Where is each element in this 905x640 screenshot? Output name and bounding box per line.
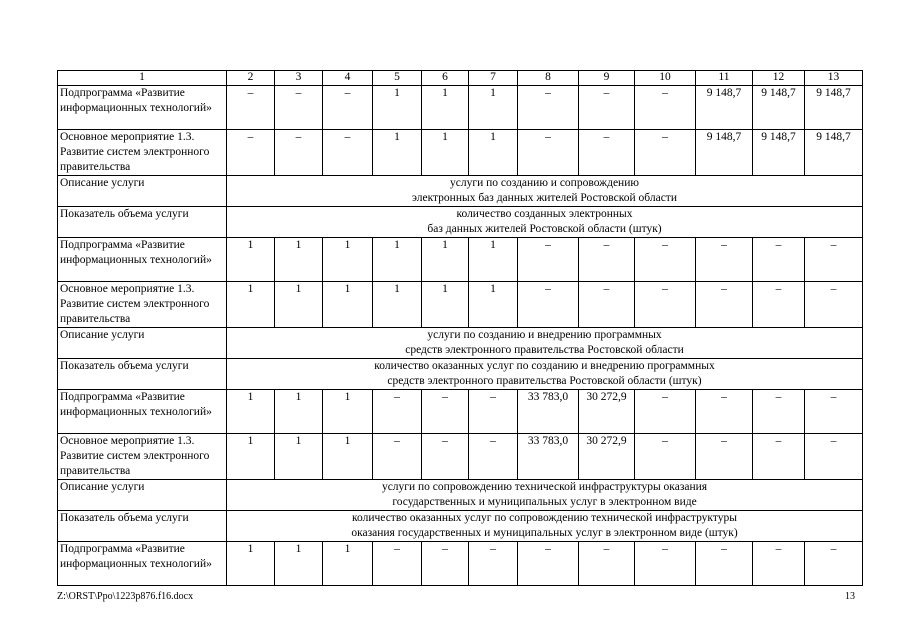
column-header: 10 (635, 71, 696, 86)
table-row (58, 86, 863, 130)
table-cell: 1 (469, 86, 518, 130)
table-cell: – (805, 282, 863, 328)
table-row (58, 542, 863, 586)
column-header: 9 (579, 71, 635, 86)
table-cell: – (518, 282, 579, 328)
table-cell: – (579, 238, 635, 282)
table-cell: 9 148,7 (696, 130, 753, 176)
table-cell: – (518, 542, 579, 586)
description-line: услуги по созданию и сопровождению (450, 177, 639, 189)
table-cell: – (753, 542, 805, 586)
column-header: 2 (227, 71, 275, 86)
description-line: баз данных жителей Ростовской области (штук) (427, 223, 662, 235)
table-cell: 1 (469, 130, 518, 176)
table-cell: – (373, 390, 422, 434)
table-cell: – (518, 130, 579, 176)
table-row (58, 130, 863, 176)
table-cell: 1 (323, 282, 373, 328)
description-line: количество оказанных услуг по сопровождению технической инфраструктуры (352, 512, 737, 524)
description-cell (227, 207, 863, 238)
table-cell: 1 (422, 86, 469, 130)
column-header: 7 (469, 71, 518, 86)
file-path: Z:\ORST\Ppo\1223p876.f16.docx (57, 591, 194, 602)
table-cell: – (635, 282, 696, 328)
description-cell (227, 176, 863, 207)
header-row (58, 71, 863, 86)
table-cell: 9 148,7 (753, 86, 805, 130)
table-cell: – (469, 542, 518, 586)
table-row (58, 434, 863, 480)
table-cell: – (635, 86, 696, 130)
table-cell: – (696, 238, 753, 282)
description-cell (227, 480, 863, 511)
table-cell: 9 148,7 (753, 130, 805, 176)
table-cell: 9 148,7 (696, 86, 753, 130)
table-cell: – (518, 86, 579, 130)
table-cell: 1 (469, 282, 518, 328)
table-cell: – (579, 86, 635, 130)
table-cell: 1 (422, 238, 469, 282)
table-cell: – (323, 130, 373, 176)
row-label: Подпрограмма «Развитие информационных технологий» (58, 542, 227, 586)
description-row (58, 480, 863, 511)
table-cell: – (805, 390, 863, 434)
table-cell: – (805, 434, 863, 480)
column-header: 4 (323, 71, 373, 86)
description-line: количество созданных электронных (456, 208, 633, 220)
table-cell: – (227, 130, 275, 176)
table-cell: 1 (275, 390, 323, 434)
row-label: Подпрограмма «Развитие информационных технологий» (58, 238, 227, 282)
column-header: 6 (422, 71, 469, 86)
table-cell: – (579, 130, 635, 176)
table-cell: – (373, 434, 422, 480)
table-cell: 1 (275, 542, 323, 586)
table-cell: – (753, 282, 805, 328)
table-cell: 1 (227, 542, 275, 586)
table-cell: 33 783,0 (518, 390, 579, 434)
table-cell: 1 (422, 130, 469, 176)
column-header: 1 (58, 71, 227, 86)
table-cell: 1 (323, 542, 373, 586)
table-cell: 1 (227, 434, 275, 480)
column-header: 12 (753, 71, 805, 86)
table-cell: – (805, 542, 863, 586)
row-label: Показатель объема услуги (58, 207, 227, 238)
table-cell: 9 148,7 (805, 86, 863, 130)
table-cell: – (579, 542, 635, 586)
table-cell: 9 148,7 (805, 130, 863, 176)
table-cell: – (579, 282, 635, 328)
row-label: Описание услуги (58, 328, 227, 359)
table-cell: – (635, 130, 696, 176)
table-cell: 1 (373, 130, 422, 176)
table-cell: – (635, 434, 696, 480)
table-row (58, 390, 863, 434)
description-cell (227, 328, 863, 359)
table-cell: 1 (227, 238, 275, 282)
table-cell: 1 (227, 390, 275, 434)
row-label: Подпрограмма «Развитие информационных технологий» (58, 390, 227, 434)
table-cell: 1 (275, 238, 323, 282)
page-number: 13 (845, 591, 855, 602)
column-header: 5 (373, 71, 422, 86)
row-label: Основное мероприятие 1.3. Развитие систем электронного правительства (58, 282, 227, 328)
table-cell: – (275, 130, 323, 176)
table-cell: – (753, 434, 805, 480)
table-cell: 1 (323, 434, 373, 480)
row-label: Описание услуги (58, 176, 227, 207)
table-cell: – (275, 86, 323, 130)
table-cell: 1 (323, 238, 373, 282)
table-cell: 1 (373, 86, 422, 130)
description-line: услуги по созданию и внедрению программных (427, 329, 662, 341)
description-row (58, 511, 863, 542)
table-cell: – (469, 434, 518, 480)
row-label: Описание услуги (58, 480, 227, 511)
table-cell: 30 272,9 (579, 434, 635, 480)
row-label: Основное мероприятие 1.3. Развитие систем электронного правительства (58, 130, 227, 176)
description-cell (227, 511, 863, 542)
table-row (58, 238, 863, 282)
table-cell: – (753, 238, 805, 282)
table-cell: – (227, 86, 275, 130)
description-line: государственных и муниципальных услуг в электронном виде (392, 496, 697, 508)
description-cell (227, 359, 863, 390)
table-cell: 1 (469, 238, 518, 282)
table-cell: 1 (422, 282, 469, 328)
description-line: оказания государственных и муниципальных услуг в электронном виде (штук) (351, 527, 738, 539)
table-cell: – (635, 542, 696, 586)
description-row (58, 207, 863, 238)
description-line: средств электронного правительства Ростовской области (405, 344, 684, 356)
description-line: электронных баз данных жителей Ростовской области (412, 192, 677, 204)
column-header: 13 (805, 71, 863, 86)
row-label: Показатель объема услуги (58, 511, 227, 542)
data-table (57, 70, 863, 586)
table-cell: – (696, 542, 753, 586)
table-cell: – (805, 238, 863, 282)
description-line: количество оказанных услуг по созданию и внедрению программных (374, 360, 715, 372)
table-cell: – (518, 238, 579, 282)
table-cell: – (422, 434, 469, 480)
description-row (58, 176, 863, 207)
table-cell: 1 (373, 238, 422, 282)
description-row (58, 359, 863, 390)
table-cell: – (469, 390, 518, 434)
table-row (58, 282, 863, 328)
table-cell: – (422, 390, 469, 434)
table-cell: 1 (275, 282, 323, 328)
table-cell: 1 (227, 282, 275, 328)
table-cell: 33 783,0 (518, 434, 579, 480)
table-cell: – (696, 390, 753, 434)
description-row (58, 328, 863, 359)
table-cell: – (635, 390, 696, 434)
column-header: 3 (275, 71, 323, 86)
table-cell: – (696, 434, 753, 480)
table-cell: 1 (275, 434, 323, 480)
description-line: средств электронного правительства Ростовской области (штук) (387, 375, 702, 387)
column-header: 11 (696, 71, 753, 86)
table-cell: – (422, 542, 469, 586)
description-line: услуги по сопровождению технической инфраструктуры оказания (381, 481, 708, 493)
table-cell: – (696, 282, 753, 328)
table-cell: – (373, 542, 422, 586)
table-cell: 1 (323, 390, 373, 434)
table-cell: – (753, 390, 805, 434)
table-cell: 1 (373, 282, 422, 328)
column-header: 8 (518, 71, 579, 86)
table-cell: 30 272,9 (579, 390, 635, 434)
row-label: Подпрограмма «Развитие информационных технологий» (58, 86, 227, 130)
table-cell: – (635, 238, 696, 282)
table-cell: – (323, 86, 373, 130)
row-label: Основное мероприятие 1.3. Развитие систем электронного правительства (58, 434, 227, 480)
row-label: Показатель объема услуги (58, 359, 227, 390)
